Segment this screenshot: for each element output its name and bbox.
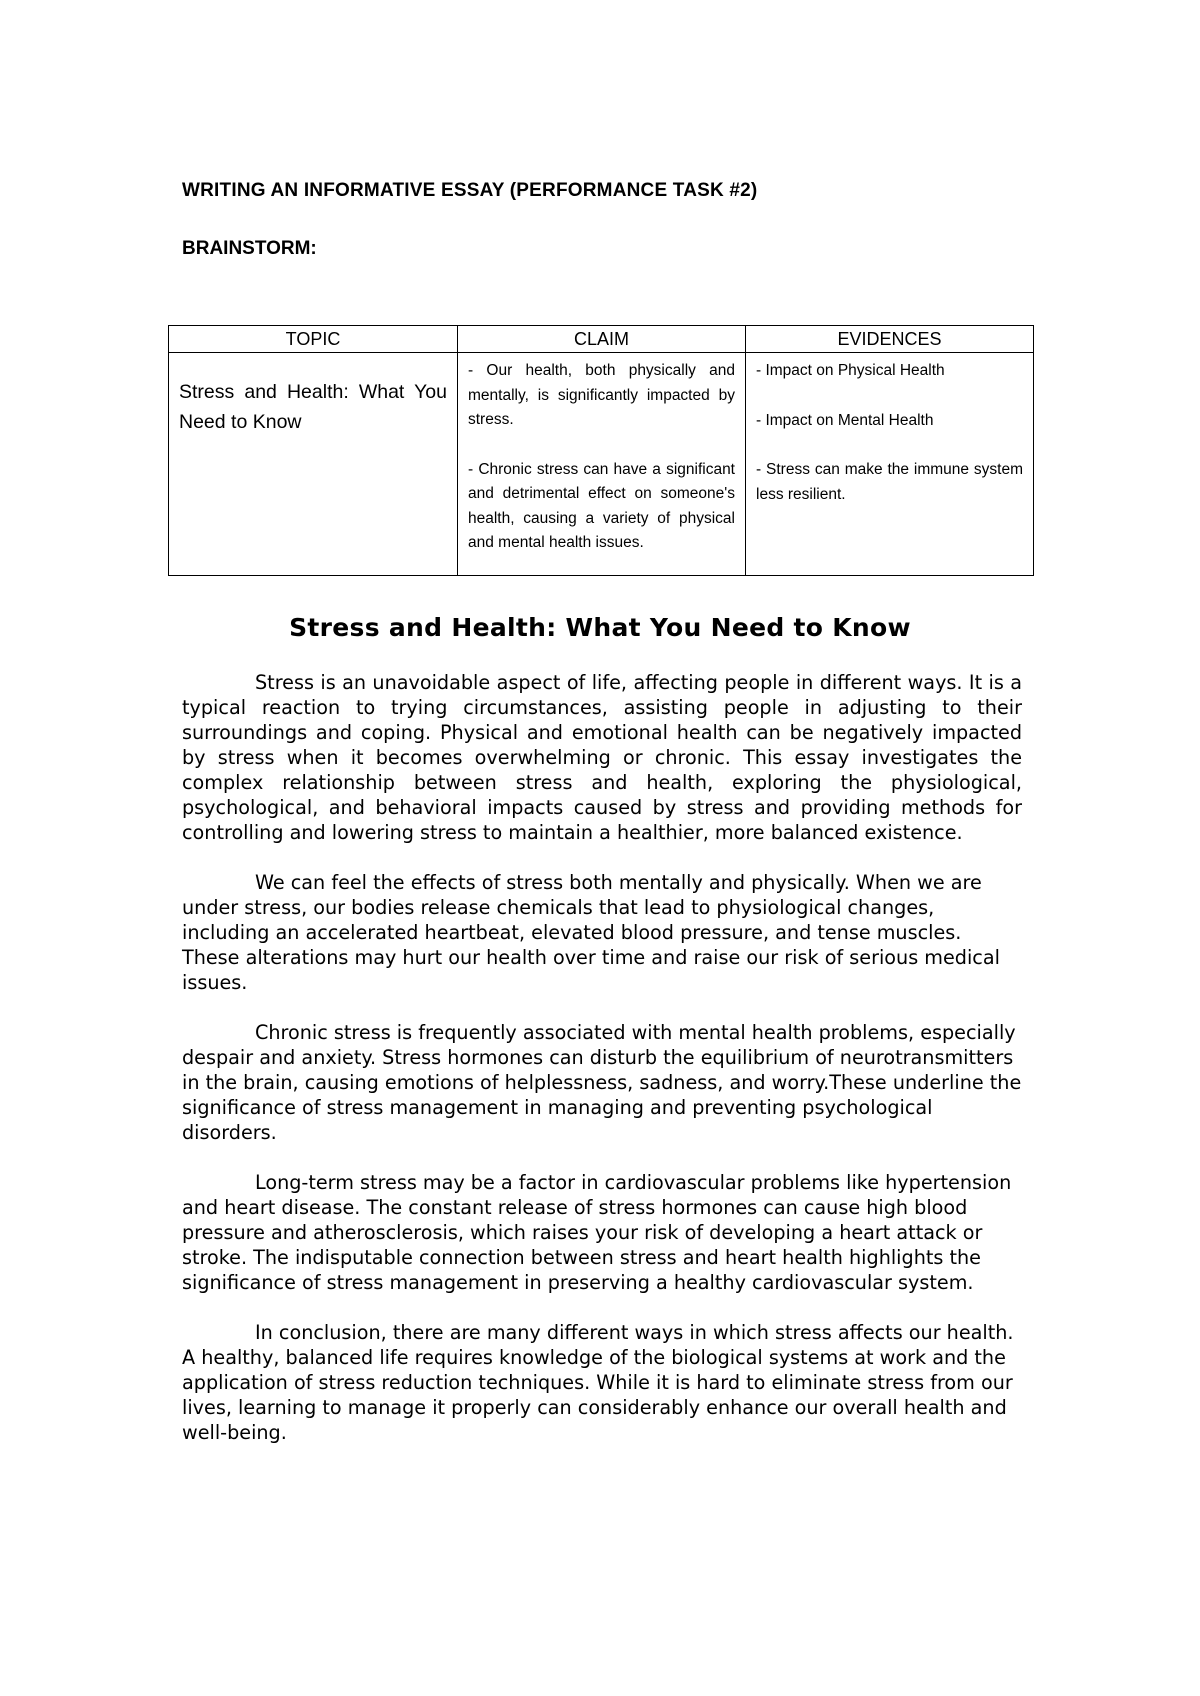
essay-paragraph: We can feel the effects of stress both mentally and physically. When we are under stress, our bodies release chemicals that lead to physiological changes, including an accelerated heartbeat, elevated blood pressure, and tense muscles. These alterations may hurt our health over time and raise our risk of serious medical issues. [182, 871, 1000, 994]
brainstorm-table [168, 325, 1034, 576]
essay-body [182, 670, 1022, 1470]
claim-item: - Our health, both physically and mentally, is significantly impacted by stress. [468, 362, 735, 428]
table-header-row [169, 326, 1034, 353]
essay-paragraph: Long-term stress may be a factor in cardiovascular problems like hypertension and heart disease. The constant release of stress hormones can cause high blood pressure and atherosclerosis, which raises your risk of developing a heart attack or stroke. The indisputable connection between stress and heart health highlights the significance of stress management in preserving a healthy cardiovascular system. [182, 1171, 1012, 1294]
claim-cell [458, 353, 746, 576]
brainstorm-label: BRAINSTORM: [182, 238, 317, 259]
header-topic: TOPIC [169, 326, 458, 353]
topic-cell [169, 353, 458, 576]
evidences-cell [746, 353, 1034, 576]
evidence-item: - Impact on Physical Health [756, 362, 945, 379]
header-claim: CLAIM [458, 326, 746, 353]
claim-item: - Chronic stress can have a significant and detrimental effect on someone's health, causing a variety of physical and mental health issues. [468, 460, 735, 551]
essay-paragraph: In conclusion, there are many different ways in which stress affects our health. A healthy, balanced life requires knowledge of the biological systems at work and the application of stress reduction techniques. While it is hard to eliminate stress from our lives, learning to manage it properly can considerably enhance our overall health and well-being. [182, 1321, 1014, 1444]
task-title: WRITING AN INFORMATIVE ESSAY (PERFORMANCE TASK #2) [182, 180, 758, 201]
evidence-item: - Impact on Mental Health [756, 411, 934, 429]
header-evidences: EVIDENCES [746, 326, 1034, 353]
table-row [169, 353, 1034, 576]
essay-title: Stress and Health: What You Need to Know [289, 613, 911, 642]
essay-paragraph: Stress is an unavoidable aspect of life, affecting people in different ways. It is a typical reaction to trying circumstances, assisting people in adjusting to their surroundings and coping. Physical and emotional health can be negatively impacted by stress when it becomes overwhelming or chronic. This essay investigates the complex relationship between stress and health, exploring the physiological, psychological, and behavioral impacts caused by stress and providing methods for controlling and lowering stress to maintain a healthier, more balanced existence. [182, 671, 1022, 844]
topic-text: Stress and Health: What You Need to Know [179, 381, 447, 433]
evidence-item: - Stress can make the immune system less resilient. [756, 461, 1023, 503]
essay-paragraph: Chronic stress is frequently associated with mental health problems, especially despair and anxiety. Stress hormones can disturb the equilibrium of neurotransmitters in the brain, causing emotions of helplessness, sadness, and worry.These underline the significance of stress management in managing and preventing psychological disorders. [182, 1021, 1022, 1144]
